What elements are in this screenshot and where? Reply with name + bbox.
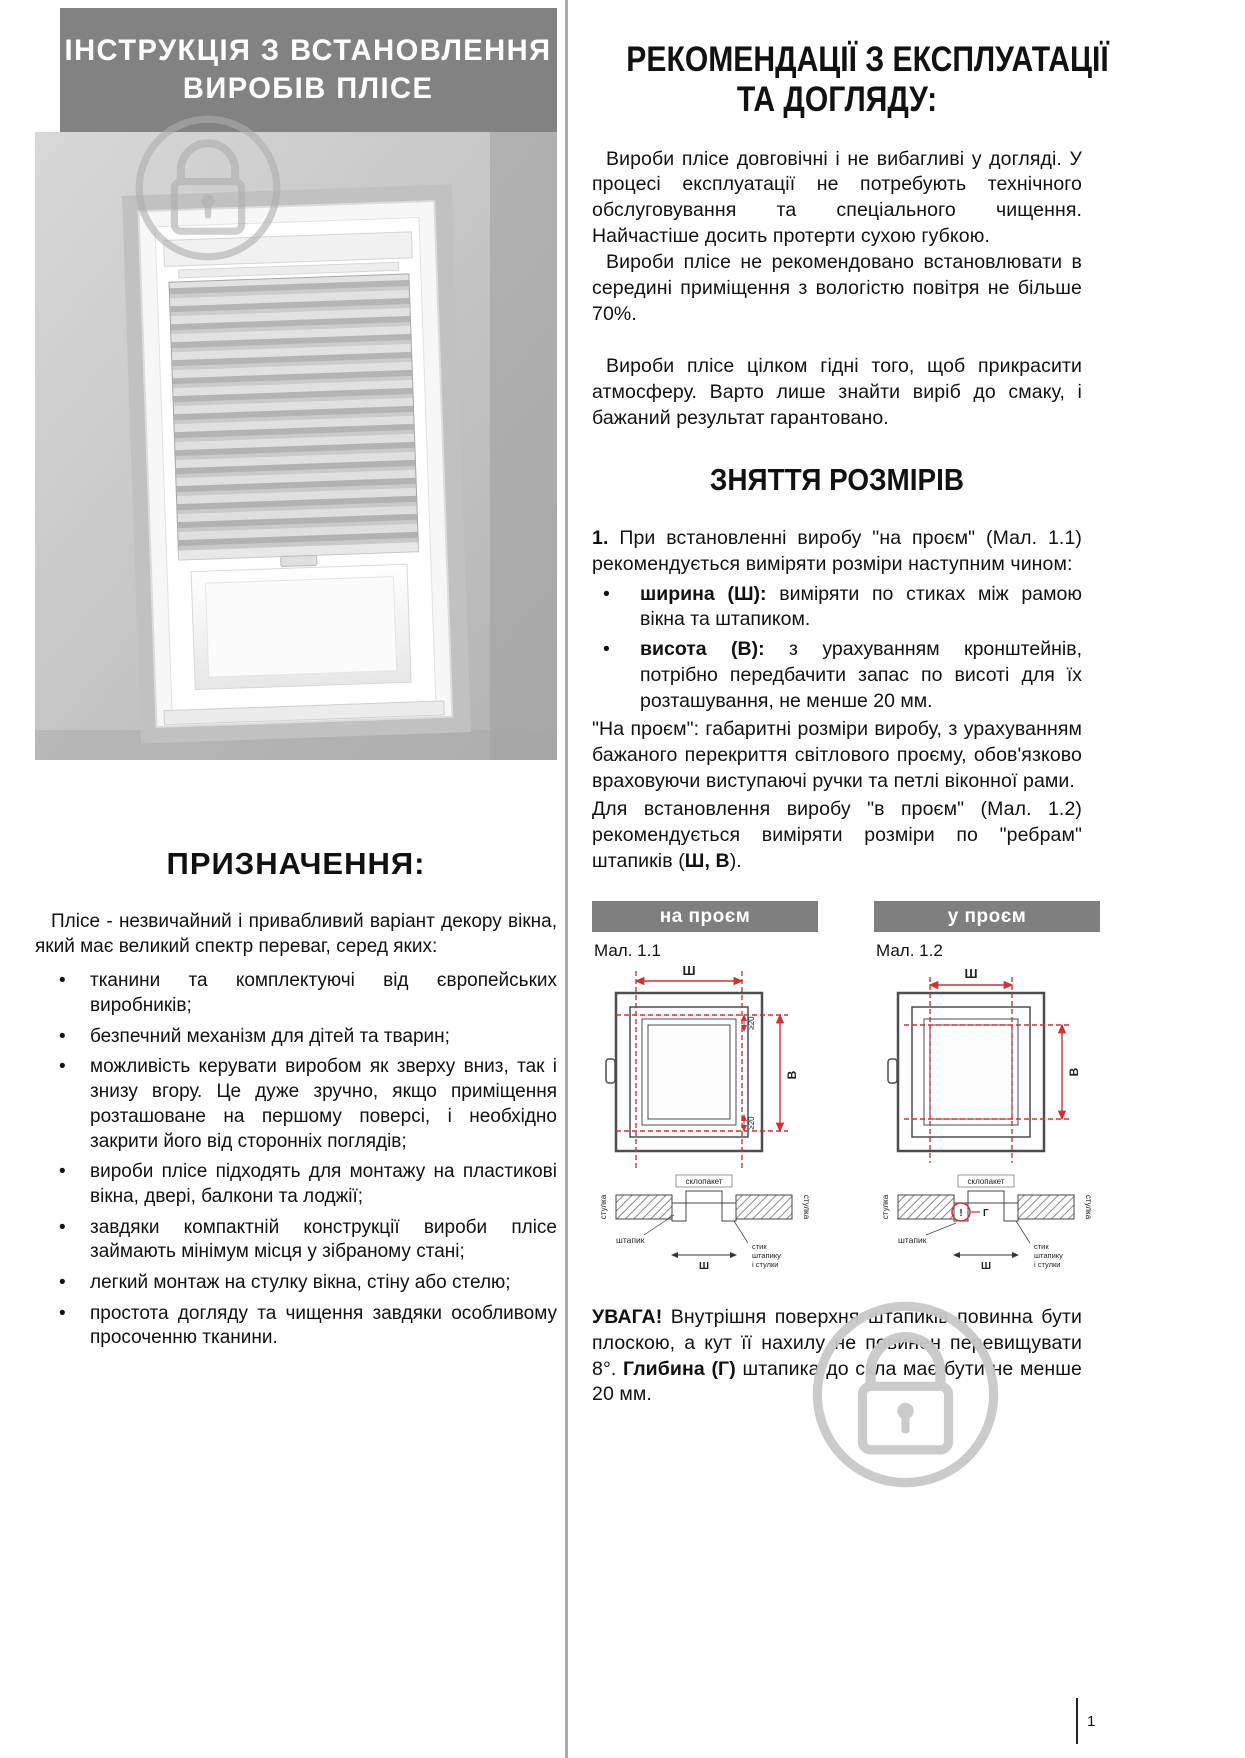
glazing-bead-right xyxy=(722,1203,736,1221)
diagram-header: на проєм xyxy=(592,901,818,932)
na-proem-paragraph: "На проєм": габаритні розміри виробу, з урахуванням бажаного перекриття світлового проєму, обов'язково враховуючи виступаючі ручки та петлі віконної рами. xyxy=(592,718,1082,793)
purpose-list-item: • безпечний механізм для дітей та тварин; xyxy=(35,1025,557,1050)
care-paragraph-2: Вироби плісе не рекомендовано встановлювати в середині приміщення з вологістю повітря не більше 70%. xyxy=(592,251,1082,326)
purpose-intro: Плісе - незвичайний і привабливий варіант декору вікна, який має великий спектр переваг, серед яких: xyxy=(35,911,557,957)
diagram-u-proem xyxy=(874,901,1100,1281)
window-photo xyxy=(35,132,557,760)
glazing-unit xyxy=(686,1191,722,1203)
window-handle xyxy=(888,1059,897,1083)
depth-label: Г xyxy=(983,1207,989,1219)
glazing-unit xyxy=(968,1191,1004,1203)
purpose-list-item: • легкий монтаж на стулку вікна, стіну або стелю; xyxy=(35,1271,557,1296)
joint-label-3: і стулки xyxy=(1034,1259,1061,1269)
cs-width-label: Ш xyxy=(980,1260,992,1272)
bead-label: штапик xyxy=(616,1234,645,1245)
blind-handle xyxy=(281,555,317,566)
sash-profile-left xyxy=(616,1195,672,1219)
glazing-unit-label: склопакет xyxy=(685,1176,723,1186)
width-description: виміряти по стиках між рамою вікна та штапиком. xyxy=(640,582,1083,631)
window-glass xyxy=(206,577,397,678)
measuring-step-1 xyxy=(592,526,1082,578)
sash-profile-right xyxy=(736,1195,792,1219)
sash-profile-right xyxy=(1018,1195,1074,1219)
height-bullet xyxy=(592,637,1082,715)
window-glass xyxy=(648,1025,730,1119)
care-title-line1: РЕКОМЕНДАЦІЇ З ЕКСПЛУАТАЦІЇ xyxy=(626,40,1109,79)
purpose-list-item: • можливість керувати виробом як зверху вниз, так і знизу вгору. Це дуже зручно, якщо приміщення розташоване на першому поверсі, і необхідно закрити його від сторонніх поглядів; xyxy=(35,1055,557,1154)
width-term: ширина (Ш): xyxy=(640,582,767,605)
sash-label-right: стулка xyxy=(802,1194,811,1219)
sash-profile-left xyxy=(898,1195,954,1219)
left-column xyxy=(35,0,557,1351)
care-title-line2: ТА ДОГЛЯДУ: xyxy=(736,80,938,120)
height-term: висота (В): xyxy=(640,638,765,661)
joint-leader-line xyxy=(734,1221,748,1243)
width-dimension-label: Ш xyxy=(964,965,978,981)
window-photo-illustration xyxy=(35,132,557,760)
joint-label-1: стик xyxy=(752,1241,767,1251)
care-paragraph-3: Вироби плісе цілком гідні того, щоб прикрасити атмосферу. Варто лише знайти виріб до смаку, і бажаний результат гарантовано. xyxy=(592,354,1082,429)
page-number xyxy=(1076,1698,1095,1744)
glazing-bead-left xyxy=(672,1203,686,1221)
measuring-diagrams xyxy=(592,901,1100,1281)
measuring-list xyxy=(592,582,1082,716)
gap-bottom-label: ≥20 xyxy=(747,1116,756,1130)
purpose-list xyxy=(35,969,557,1351)
attention-text-1: Внутрішня поверхня штапиків повинна бути плоскою, а кут її нахилу не повинен перевищувати 8°. xyxy=(592,1305,1082,1380)
step-number: 1. xyxy=(592,526,609,549)
care-section-title xyxy=(626,40,1109,121)
glazing-unit-label: склопакет xyxy=(967,1176,1005,1186)
attention-bold-term: Глибина (Г) xyxy=(623,1357,736,1380)
height-dimension-label: В xyxy=(1067,1067,1081,1077)
attention-text-2: штапика до скла має бути не менше 20 мм. xyxy=(592,1357,1082,1406)
height-description: з урахуванням кронштейнів, потрібно передбачити запас по висоті для їх розташування, не менше 20 мм. xyxy=(640,638,1082,713)
window-glass xyxy=(930,1025,1012,1119)
height-dimension-label: В xyxy=(785,1070,799,1080)
header-title-line2: ВИРОБІВ ПЛІСЕ xyxy=(183,72,434,105)
cs-width-label: Ш xyxy=(698,1260,710,1272)
purpose-list-item: • завдяки компактній конструкції вироби плісе займають мінімум місця у зібраному стані; xyxy=(35,1216,557,1265)
width-dimension-label: Ш xyxy=(682,962,696,978)
diagram-na-proem xyxy=(592,901,818,1281)
gap-top-label: ≥20 xyxy=(747,1016,756,1030)
bead-leader-line xyxy=(926,1223,956,1235)
window-group xyxy=(122,184,471,743)
instruction-header xyxy=(60,8,557,132)
diagram-caption: Мал. 1.1 xyxy=(594,940,661,960)
joint-label-3: і стулки xyxy=(752,1259,779,1269)
figure-1-1 xyxy=(592,963,818,1281)
step-text: При встановленні виробу "на проєм" (Мал. 1.1) рекомендується виміряти розміри наступним чином: xyxy=(592,526,1082,575)
window-handle xyxy=(606,1059,615,1083)
sash-label-left: стулка xyxy=(881,1194,890,1219)
joint-leader-line xyxy=(1016,1221,1030,1243)
purpose-list-item: • тканини та комплектуючі від європейських виробників; xyxy=(35,969,557,1018)
sash-label-left: стулка xyxy=(599,1194,608,1219)
purpose-list-item: • вироби плісе підходять для монтажу на пластикові вікна, двері, балкони та лоджії; xyxy=(35,1160,557,1209)
v-proem-text: Для встановлення виробу "в проєм" (Мал. 1.2) рекомендується виміряти розміри по "ребрам" штапиків ( xyxy=(592,797,1082,872)
attention-label: УВАГА! xyxy=(592,1305,663,1328)
purpose-list-item: • простота догляду та чищення завдяки особливому просоченню тканини. xyxy=(35,1302,557,1351)
diagram-header: у проєм xyxy=(874,901,1100,932)
figure-1-2 xyxy=(874,963,1100,1281)
v-proem-dims: Ш, В xyxy=(684,849,730,872)
page-number-value: 1 xyxy=(1087,1712,1096,1730)
joint-label-2: штапику xyxy=(1034,1250,1063,1260)
attention-paragraph xyxy=(592,1305,1082,1409)
v-proem-paragraph xyxy=(592,797,1082,875)
right-column xyxy=(592,0,1109,1408)
purpose-section-title: ПРИЗНАЧЕННЯ: xyxy=(166,846,426,881)
width-bullet xyxy=(592,582,1082,634)
sash-label-right: стулка xyxy=(1084,1194,1093,1219)
joint-label-1: стик xyxy=(1034,1241,1049,1251)
column-divider xyxy=(565,0,568,1758)
care-paragraph-1: Вироби плісе довговічні і не вибагливі у догляді. У процесі експлуатації не потребують технічного обслуговування та спеціального чищення. Найчастіше досить протерти сухою губкою. xyxy=(592,147,1082,248)
depth-mark: ! xyxy=(959,1207,963,1219)
joint-label-2: штапику xyxy=(752,1250,781,1260)
blind-sheen xyxy=(169,274,418,554)
glazing-bead-right xyxy=(1004,1203,1018,1221)
diagram-caption: Мал. 1.2 xyxy=(876,940,943,960)
header-title-line1: ІНСТРУКЦІЯ З ВСТАНОВЛЕННЯ xyxy=(65,34,552,67)
v-proem-end: ). xyxy=(729,849,742,872)
wall-corner-shadow xyxy=(490,132,557,760)
measuring-section-title: ЗНЯТТЯ РОЗМІРІВ xyxy=(709,461,965,497)
bead-label: штапик xyxy=(898,1234,927,1245)
